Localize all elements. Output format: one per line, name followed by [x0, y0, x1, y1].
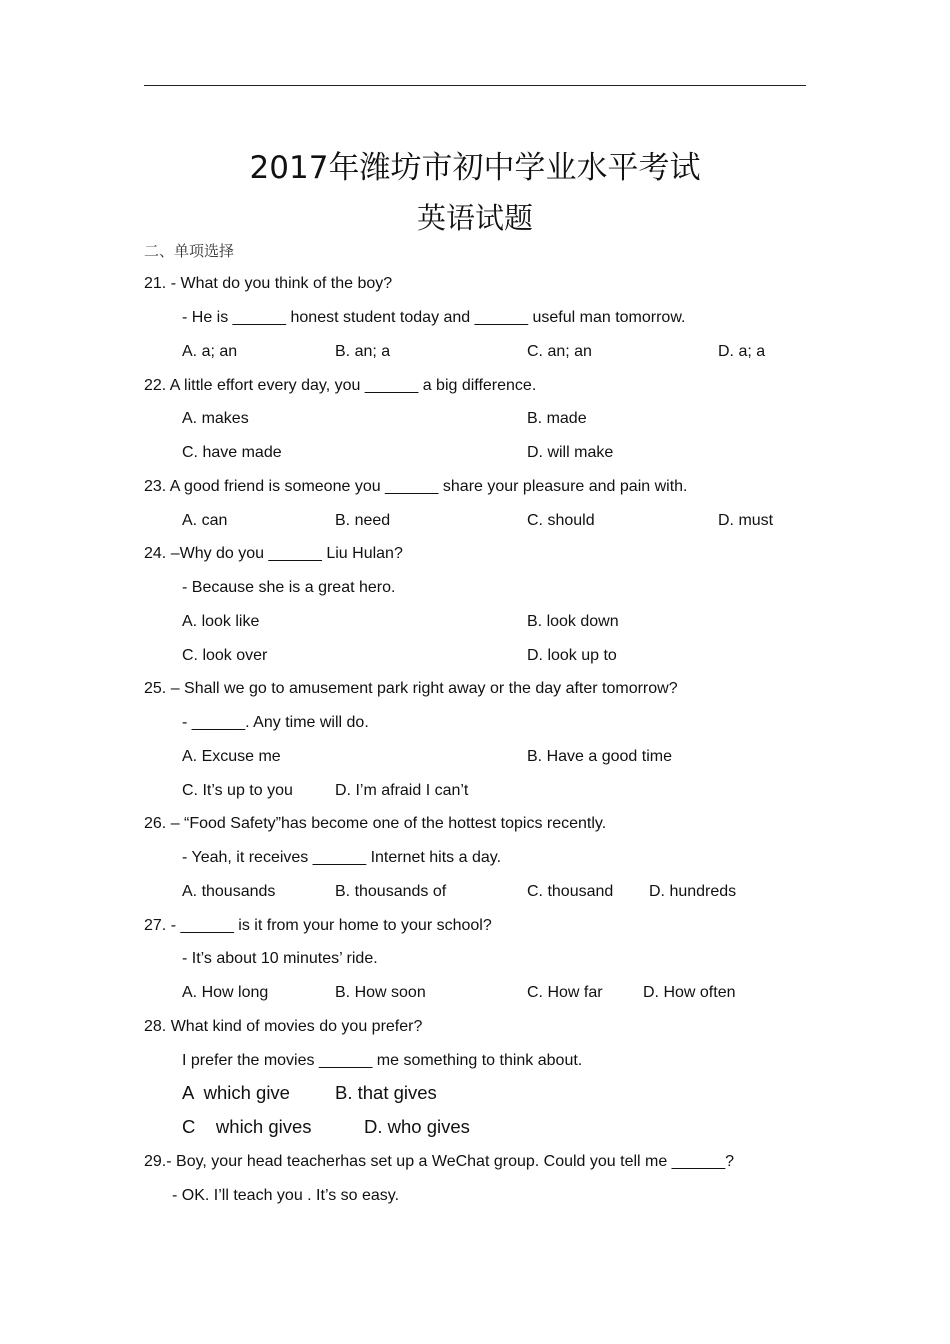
q24-option-b: B. look down — [527, 613, 619, 630]
q28-stem: 28. What kind of movies do you prefer? — [144, 1018, 423, 1035]
q23-stem: 23. A good friend is someone you ______ share your pleasure and pain with. — [144, 478, 688, 495]
q24-option-d: D. look up to — [527, 647, 617, 664]
q25-stem: 25. – Shall we go to amusement park right away or the day after tomorrow? — [144, 680, 678, 697]
exam-subtitle: 英语试题 — [416, 201, 533, 235]
q26-option-d: D. hundreds — [649, 883, 737, 900]
q25-option-a: A. Excuse me — [182, 748, 281, 765]
q26-stem: 26. – “Food Safety”has become one of the hottest topics recently. — [144, 815, 607, 832]
q24-stem: 24. –Why do you ______ Liu Hulan? — [144, 545, 403, 562]
q28-option-a: A which give — [182, 1082, 290, 1103]
q22-option-b: B. made — [527, 410, 587, 427]
q22-option-c: C. have made — [182, 444, 282, 461]
q26-option-b: B. thousands of — [335, 883, 447, 900]
q27-option-d: D. How often — [643, 984, 736, 1001]
q28-option-c: C which gives — [182, 1116, 312, 1137]
q27-option-a: A. How long — [182, 984, 269, 1001]
header-rule — [144, 85, 806, 86]
q21-line2: - He is ______ honest student today and ______ useful man tomorrow. — [182, 309, 686, 326]
q28-line2: I prefer the movies ______ me something to think about. — [182, 1052, 583, 1069]
q21-option-d: D. a; a — [718, 343, 766, 360]
q22-option-a: A. makes — [182, 410, 249, 427]
q21-option-a: A. a; an — [182, 343, 238, 360]
q22-stem: 22. A little effort every day, you ______ a big difference. — [144, 377, 537, 394]
q25-option-d: D. I’m afraid I can’t — [335, 782, 469, 799]
section-heading: 二、单项选择 — [144, 242, 235, 260]
q27-option-b: B. How soon — [335, 984, 426, 1001]
q23-option-d: D. must — [718, 512, 774, 529]
q26-line2: - Yeah, it receives ______ Internet hits a day. — [182, 849, 502, 866]
q24-option-c: C. look over — [182, 647, 268, 664]
q29-stem: 29.- Boy, your head teacherhas set up a WeChat group. Could you tell me ______? — [144, 1153, 734, 1170]
q25-option-b: B. Have a good time — [527, 748, 672, 765]
q27-option-c: C. How far — [527, 984, 603, 1001]
q23-option-a: A. can — [182, 512, 228, 529]
q24-line2: - Because she is a great hero. — [182, 579, 396, 596]
q26-option-a: A. thousands — [182, 883, 276, 900]
q29-line2: - OK. I’ll teach you . It’s so easy. — [172, 1187, 400, 1204]
q26-option-c: C. thousand — [527, 883, 614, 900]
q25-line2: - ______. Any time will do. — [182, 714, 369, 731]
q23-option-b: B. need — [335, 512, 391, 529]
q24-option-a: A. look like — [182, 613, 260, 630]
q23-option-c: C. should — [527, 512, 595, 529]
q21-stem: 21. - What do you think of the boy? — [144, 275, 393, 292]
q27-stem: 27. - ______ is it from your home to your school? — [144, 917, 492, 934]
q28-option-b: B. that gives — [335, 1082, 437, 1103]
q27-line2: - It’s about 10 minutes’ ride. — [182, 950, 378, 967]
q28-option-d: D. who gives — [364, 1116, 470, 1137]
q22-option-d: D. will make — [527, 444, 614, 461]
q25-option-c: C. It’s up to you — [182, 782, 293, 799]
exam-title: 2017年潍坊市初中学业水平考试 — [249, 150, 701, 186]
q21-option-b: B. an; a — [335, 343, 391, 360]
q21-option-c: C. an; an — [527, 343, 592, 360]
